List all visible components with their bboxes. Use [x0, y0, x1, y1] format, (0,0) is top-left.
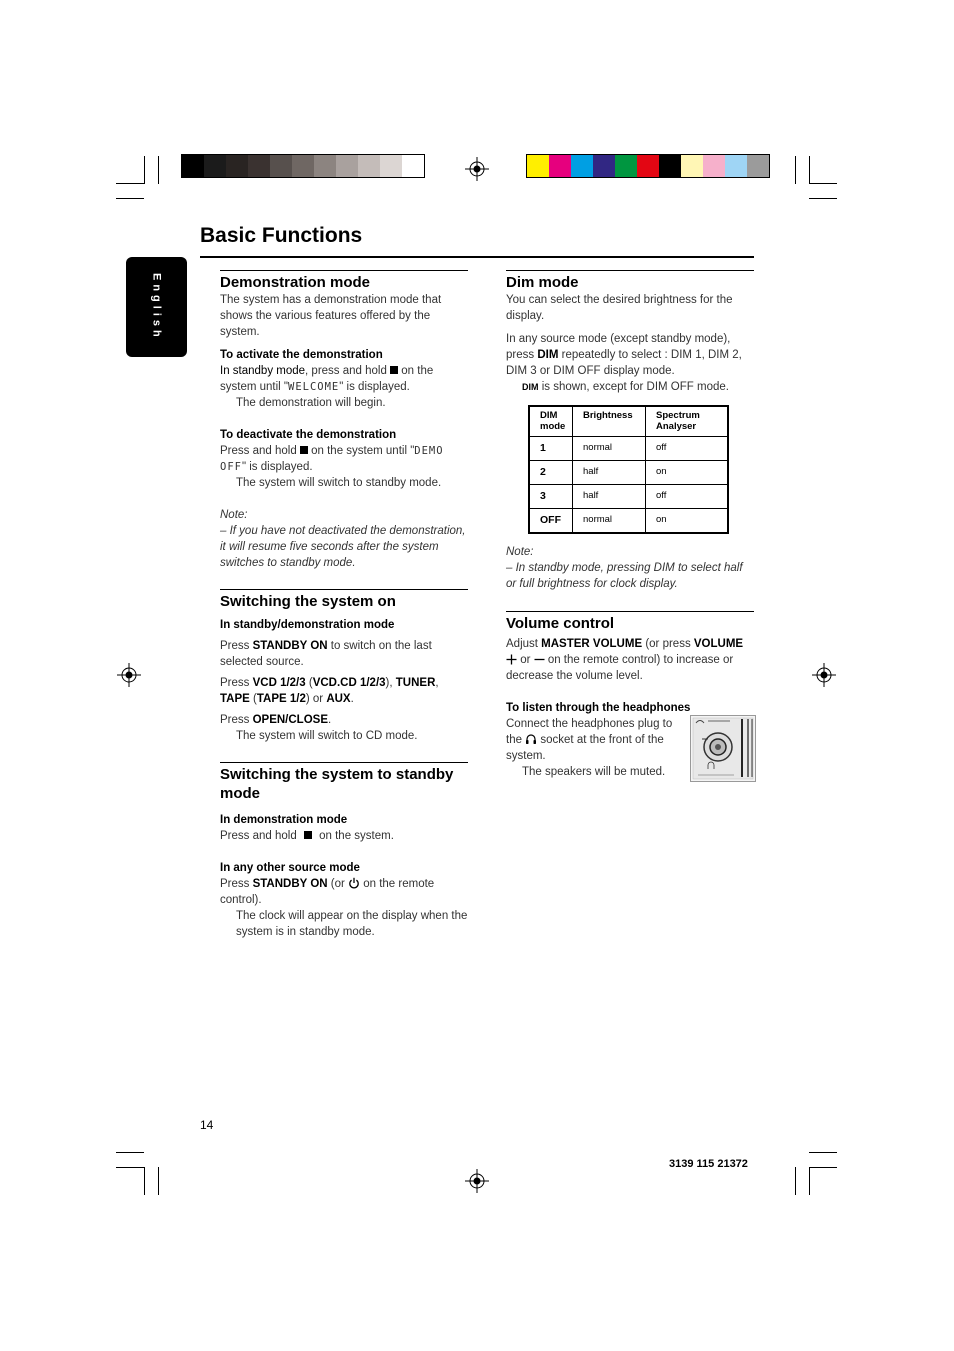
color-swatch — [549, 155, 571, 177]
table-header-row — [529, 406, 728, 437]
color-swatch — [747, 155, 769, 177]
switch-on-result: The system will switch to CD mode. — [236, 730, 418, 742]
table-cell: off — [646, 485, 729, 509]
registration-mark-icon — [812, 663, 836, 687]
headphones-instruction — [506, 716, 678, 764]
table-cell: half — [573, 485, 646, 509]
stop-icon — [304, 831, 312, 839]
deactivate-result: The system will switch to standby mode. — [236, 477, 442, 489]
gray-swatch — [402, 155, 424, 177]
color-calibration-bar — [526, 154, 770, 178]
text-fragment: Press — [220, 878, 253, 890]
headphones-block — [506, 716, 754, 780]
text-fragment: , press and hold — [305, 365, 391, 377]
dim-mode-table — [528, 405, 729, 534]
gray-swatch — [248, 155, 270, 177]
standby-subheading-other: In any other source mode — [220, 862, 360, 874]
color-swatch — [637, 155, 659, 177]
color-swatch — [593, 155, 615, 177]
crop-mark — [809, 1167, 837, 1168]
text-fragment: ) or — [305, 693, 327, 705]
table-row — [529, 485, 728, 509]
table-cell: 2 — [529, 461, 573, 485]
text-fragment: (or press — [642, 638, 694, 650]
color-swatch — [703, 155, 725, 177]
text-fragment: Adjust — [506, 638, 542, 650]
gray-swatch — [380, 155, 402, 177]
crop-mark — [144, 156, 145, 184]
text-fragment: to switch on the last selected source. — [220, 640, 432, 668]
color-swatch — [659, 155, 681, 177]
crop-mark — [809, 156, 810, 184]
text-fragment: Press — [220, 677, 253, 689]
power-icon — [348, 877, 360, 889]
crop-mark — [809, 1152, 837, 1153]
switch-on-step-3 — [220, 712, 468, 728]
gray-swatch — [226, 155, 248, 177]
crop-mark — [809, 183, 837, 184]
table-cell: 1 — [529, 437, 573, 461]
text-fragment: on the system until " — [307, 445, 415, 457]
text-fragment: on the remote control). — [220, 878, 435, 906]
dim-indicator-note — [506, 379, 754, 395]
section-rule — [506, 270, 754, 271]
activate-heading: To activate the demonstration — [220, 349, 383, 361]
gray-swatch — [204, 155, 226, 177]
activate-result: The demonstration will begin. — [236, 397, 386, 409]
text-fragment: In any source mode (except standby mode), press — [506, 333, 731, 361]
demonstration-heading: Demonstration mode — [220, 274, 371, 291]
switch-on-step-2 — [220, 675, 468, 707]
tuner-key: TUNER — [395, 677, 436, 689]
standby-on-key: STANDBY ON — [252, 640, 328, 652]
text-fragment: ), — [385, 677, 396, 689]
registration-mark-icon — [465, 157, 489, 181]
note-text: – In standby mode, pressing DIM to select half or full brightness for clock display. — [506, 562, 743, 590]
demonstration-section — [220, 270, 468, 571]
standby-section — [220, 762, 468, 940]
headphones-icon — [525, 733, 537, 745]
table-cell: half — [573, 461, 646, 485]
text-fragment: repeatedly to select : DIM 1, DIM 2, DIM 3 or DIM OFF display mode. — [506, 349, 742, 377]
crop-mark — [158, 156, 159, 184]
color-swatch — [527, 155, 549, 177]
switch-on-step-1 — [220, 638, 468, 670]
dim-section — [506, 270, 754, 592]
text-fragment: socket at the front of the system. — [506, 734, 664, 762]
gray-swatch — [314, 155, 336, 177]
lcd-text-demo-off: DEMO OFF — [220, 445, 444, 473]
table-cell: OFF — [529, 509, 573, 534]
dim-intro: You can select the desired brightness for the display. — [506, 294, 733, 322]
headphones-result: The speakers will be muted. — [522, 766, 666, 778]
section-rule — [220, 589, 468, 590]
section-rule — [220, 762, 468, 763]
gray-swatch — [336, 155, 358, 177]
color-swatch — [725, 155, 747, 177]
deactivate-heading: To deactivate the demonstration — [220, 429, 397, 441]
volume-heading: Volume control — [506, 615, 615, 632]
text-fragment: is shown, except for DIM OFF mode. — [538, 381, 729, 393]
dim-key: DIM — [537, 349, 559, 361]
table-row — [529, 461, 728, 485]
dim-heading: Dim mode — [506, 274, 579, 291]
crop-mark — [158, 1167, 159, 1195]
switch-on-subheading: In standby/demonstration mode — [220, 619, 395, 631]
table-cell: normal — [573, 509, 646, 534]
right-column — [506, 270, 754, 780]
text-fragment: or — [517, 654, 534, 666]
table-cell: on — [646, 461, 729, 485]
vcd-cd-key: VCD.CD 1/2/3 — [312, 677, 386, 689]
table-cell: normal — [573, 437, 646, 461]
color-swatch — [681, 155, 703, 177]
section-rule — [220, 270, 468, 271]
language-tab-label: English — [150, 273, 163, 341]
note-label: Note: — [506, 546, 534, 558]
text-fragment: " is displayed. — [339, 381, 410, 393]
gray-swatch — [292, 155, 314, 177]
crop-mark — [795, 156, 796, 184]
text-fragment: Press — [220, 714, 253, 726]
page-title: Basic Functions — [200, 224, 363, 247]
dim-instruction — [506, 331, 754, 379]
standby-step-1 — [220, 828, 468, 844]
text-fragment: Connect the headphones plug to the — [506, 718, 673, 746]
gray-swatch — [182, 155, 204, 177]
stop-icon — [390, 366, 398, 374]
crop-mark — [116, 198, 144, 199]
title-rule — [200, 256, 754, 258]
open-close-key: OPEN/CLOSE — [252, 714, 328, 726]
table-cell: 3 — [529, 485, 573, 509]
deactivate-instruction — [220, 443, 468, 475]
standby-step-2 — [220, 876, 468, 908]
plus-icon — [506, 654, 517, 665]
table-cell: off — [646, 437, 729, 461]
crop-mark — [809, 1167, 810, 1195]
note-label: Note: — [220, 509, 248, 521]
standby-heading: Switching the system to standby mode — [220, 766, 454, 802]
text-fragment: on the remote control) to increase or decrease the volume level. — [506, 654, 734, 682]
tape-key: TAPE — [220, 693, 250, 705]
standby-on-key: STANDBY ON — [252, 878, 328, 890]
table-header-cell: Spectrum Analyser — [646, 406, 729, 437]
text-fragment: Press — [220, 640, 253, 652]
dim-indicator: DIM — [522, 382, 539, 392]
text-fragment: (or — [327, 878, 349, 890]
gray-swatch — [270, 155, 292, 177]
note-text: – If you have not deactivated the demonstration, it will resume five seconds after the system switches to standby mode. — [220, 525, 466, 569]
table-header-cell: DIM mode — [529, 406, 573, 437]
color-swatch — [571, 155, 593, 177]
gray-swatch — [358, 155, 380, 177]
registration-mark-icon — [465, 1169, 489, 1193]
switch-on-section — [220, 589, 468, 744]
tape-1-2-key: TAPE 1/2 — [256, 693, 306, 705]
lcd-text-welcome: WELCOME — [288, 381, 340, 393]
crop-mark — [116, 1167, 144, 1168]
document-code: 3139 115 21372 — [669, 1158, 748, 1170]
crop-mark — [809, 198, 837, 199]
color-swatch — [615, 155, 637, 177]
text-fragment: Press and hold — [220, 445, 300, 457]
volume-section — [506, 611, 754, 780]
minus-icon — [534, 654, 545, 665]
grayscale-calibration-bar — [181, 154, 425, 178]
volume-key: VOLUME — [693, 638, 744, 650]
headphone-socket-illustration-icon — [690, 715, 756, 782]
master-volume-key: MASTER VOLUME — [541, 638, 643, 650]
text-fragment: . — [328, 714, 332, 726]
switch-on-heading: Switching the system on — [220, 593, 396, 610]
standby-mode-term: In standby mode — [220, 365, 306, 377]
text-fragment: Press and hold — [220, 830, 300, 842]
activate-instruction — [220, 363, 468, 395]
text-fragment: ( — [305, 677, 313, 689]
crop-mark — [116, 183, 144, 184]
standby-result: The clock will appear on the display when the system is in standby mode. — [236, 910, 468, 938]
standby-subheading-demo: In demonstration mode — [220, 814, 348, 826]
aux-key: AUX — [326, 693, 351, 705]
headphones-heading: To listen through the headphones — [506, 702, 691, 714]
crop-mark — [795, 1167, 796, 1195]
language-tab — [126, 257, 187, 357]
text-fragment: . — [350, 693, 354, 705]
section-rule — [506, 611, 754, 612]
volume-instruction — [506, 636, 754, 684]
table-cell: on — [646, 509, 729, 534]
demonstration-intro: The system has a demonstration mode that shows the various features offered by the system. — [220, 294, 442, 338]
text-fragment: ( — [249, 693, 257, 705]
text-fragment: , — [435, 677, 439, 689]
crop-mark — [144, 1167, 145, 1195]
registration-mark-icon — [117, 663, 141, 687]
text-fragment: on the system until " — [220, 365, 434, 393]
table-header-cell: Brightness — [573, 406, 646, 437]
table-row — [529, 437, 728, 461]
page-number: 14 — [200, 1118, 214, 1132]
vcd-key: VCD 1/2/3 — [252, 677, 306, 689]
stop-icon — [300, 446, 308, 454]
text-fragment: on the system. — [315, 830, 394, 842]
table-row — [529, 509, 728, 534]
text-fragment: " is displayed. — [241, 461, 313, 473]
crop-mark — [116, 1152, 144, 1153]
left-column — [220, 270, 468, 940]
